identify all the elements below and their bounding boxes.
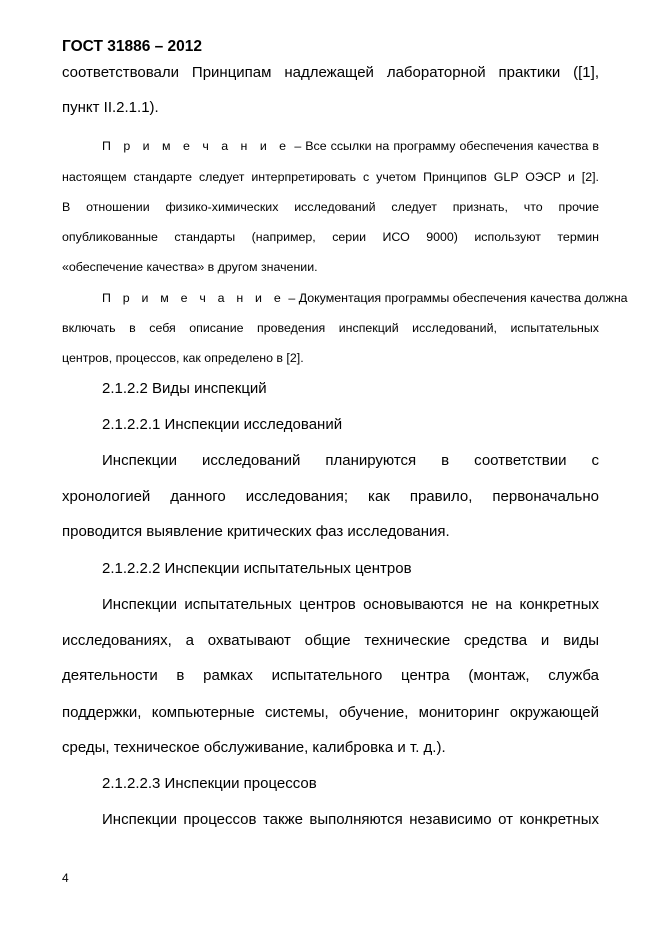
note-label: П р и м е ч а н и е: [102, 291, 285, 305]
text-line: хронологией данного исследования; как правило, первоначально: [62, 488, 599, 505]
text-line: проводится выявление критических фаз исследования.: [62, 523, 450, 540]
text-line: среды, техническое обслуживание, калибровка и т. д.).: [62, 739, 446, 756]
note-line: [102, 291, 628, 305]
note-text: – Все ссылки на программу обеспечения качества в: [290, 139, 599, 153]
note-line: центров, процессов, как определено в [2].: [62, 351, 304, 365]
text-line: деятельности в рамках испытательного центра (монтаж, служба: [62, 667, 599, 684]
document-header: ГОСТ 31886 – 2012: [62, 38, 203, 55]
note-line: включать в себя описание проведения инспекций исследований, испытательных: [62, 321, 599, 335]
text-line: Инспекции испытательных центров основываются не на конкретных: [102, 596, 599, 613]
section-heading: 2.1.2.2.3 Инспекции процессов: [102, 775, 317, 792]
text-line: соответствовали Принципам надлежащей лабораторной практики ([1],: [62, 64, 599, 81]
note-text: – Документация программы обеспечения качества должна: [284, 291, 628, 305]
note-line: опубликованные стандарты (например, серии ИСО 9000) используют термин: [62, 230, 599, 244]
text-line: Инспекции процессов также выполняются независимо от конкретных: [102, 811, 599, 828]
section-heading: 2.1.2.2 Виды инспекций: [102, 380, 267, 397]
note-line: В отношении физико-химических исследований следует признать, что прочие: [62, 200, 599, 214]
note-line: «обеспечение качества» в другом значении.: [62, 260, 318, 274]
section-heading: 2.1.2.2.2 Инспекции испытательных центров: [102, 560, 412, 577]
note-label: П р и м е ч а н и е: [102, 139, 291, 153]
note-line: настоящем стандарте следует интерпретировать с учетом Принципов GLP ОЭСР и [2].: [62, 170, 599, 184]
section-heading: 2.1.2.2.1 Инспекции исследований: [102, 416, 343, 433]
text-line: исследованиях, а охватывают общие технические средства и виды: [62, 632, 599, 649]
text-line: пункт II.2.1.1).: [62, 99, 159, 116]
text-line: поддержки, компьютерные системы, обучение, мониторинг окружающей: [62, 704, 599, 721]
note-line: [102, 139, 599, 153]
text-line: Инспекции исследований планируются в соответствии с: [102, 452, 599, 469]
page-number: 4: [62, 871, 69, 885]
